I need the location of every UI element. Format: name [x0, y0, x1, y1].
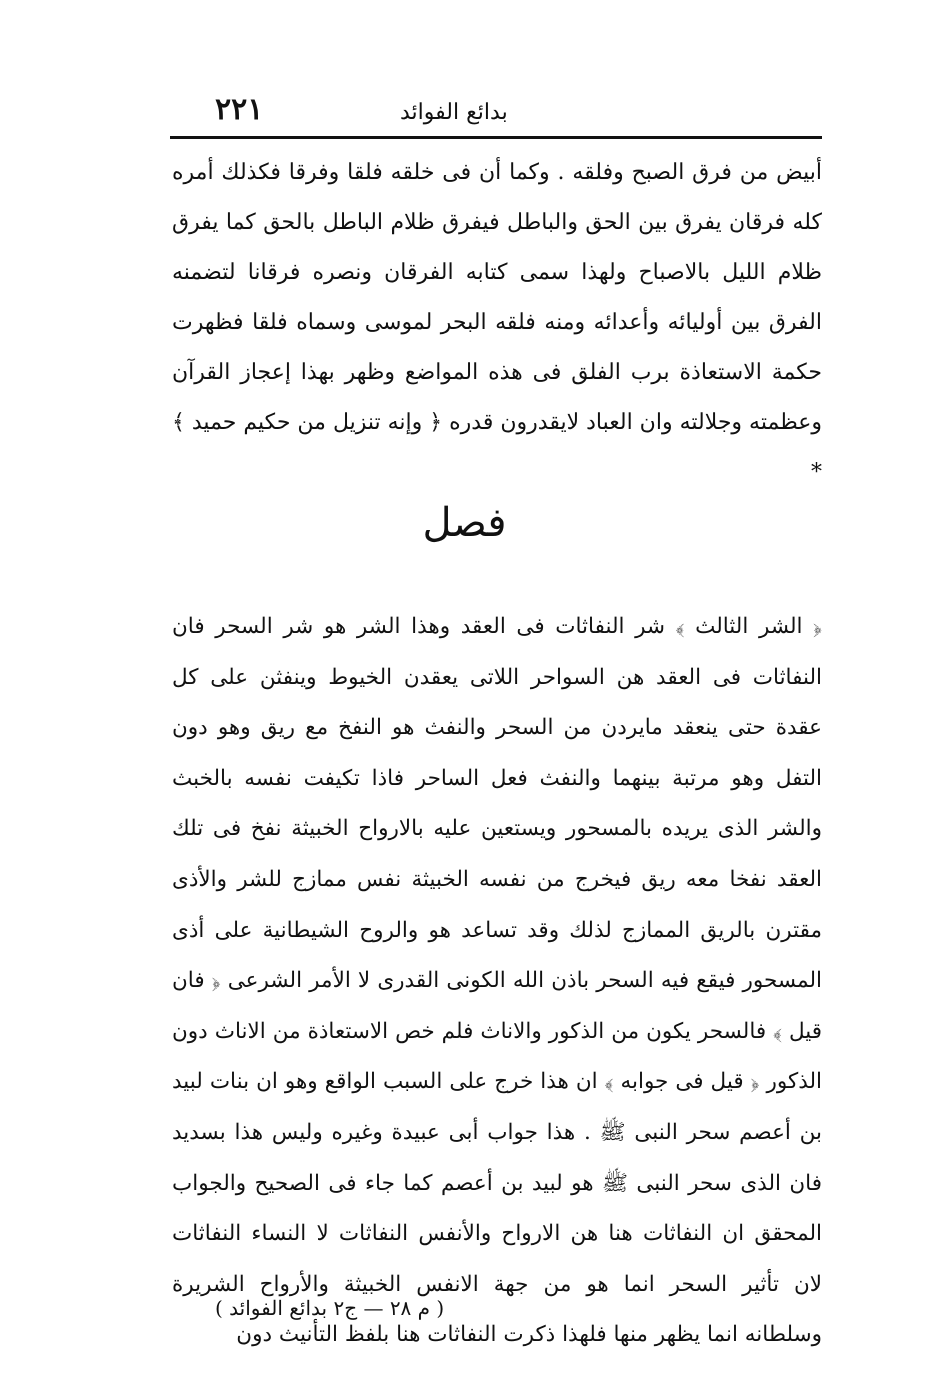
paragraph-third-evil: ﴿ الشر الثالث ﴾ شر النفاثات فى العقد وهذا الشر هو شر السحر فان النفاثات فى العقد هن السواحر اللاتى يعقدن الخيوط وينفثن على كل عقدة حتى ينعقد مايردن من السحر والنفث هو النفخ مع ريق وهو دون التفل وهو مرتبة بينهما والنفث فعل الساحر فاذا تكيفت نفسه بالخبث والشر الذى يريده بالمسحور ويستعين عليه بالارواح الخبيثة نفخ فى تلك العقد نفخا معه ريق فيخرج من نفسه الخبيثة نفس ممازج للشر والأذى مقترن بالريق الممازج لذلك وقد تساعد هو والروح الشيطانية على أذى المسحور فيقع فيه السحر باذن الله الكونى القدرى لا الأمر الشرعى ﴿ فان قيل ﴾ فالسحر يكون من الذكور والاناث فلم خص الاستعاذة من الاناث دون الذكور ﴿ قيل فى جوابه ﴾ ان هذا خرج على السبب الواقع وهو ان بنات لبيد بن أعصم سحر النبى ﷺ . هذا جواب أبى عبيدة وغيره وليس هذا بسديد فان الذى سحر النبى ﷺ هو لبيد بن أعصم كما جاء فى الصحيح والجواب المحقق ان النفاثات هنا هن الارواح والأنفس النفاثات لا النساء النفاثات لان تأثير السحر انما هو من جهة الانفس الخبيثة والأرواح الشريرة وسلطانه انما يظهر منها فلهذا ذكرت النفاثات هنا بلفظ التأنيث دون	[172, 614, 822, 1348]
running-head-title: بدائع الفوائد	[400, 100, 508, 125]
running-head	[165, 92, 825, 132]
section-heading: فصل	[422, 500, 507, 546]
header-rule	[170, 136, 822, 139]
printer-signature: ( م ٢٨ — ج٢ بدائع الفوائد )	[215, 1296, 445, 1320]
page-number: ٢٢١	[215, 92, 264, 127]
paragraph-continuation: أبيض من فرق الصبح وفلقه . وكما أن فى خلقه فلقا وفرقا فكذلك أمره كله فرقان يفرق بين الحق والباطل فيفرق ظلام الباطل بالحق كما يفرق ظلام الليل بالاصباح ولهذا سمى كتابه الفرقان ونصره فرقانا لتضمنه الفرق بين أوليائه وأعدائه ومنه فلقه البحر لموسى وسماه فلقا فظهرت حكمة الاستعاذة برب الفلق فى هذه المواضع وظهر بهذا إعجاز القرآن وعظمته وجلالته وان العباد لايقدرون قدره ﴿ وإنه تنزيل من حكيم حميد ﴾ *	[172, 160, 822, 485]
